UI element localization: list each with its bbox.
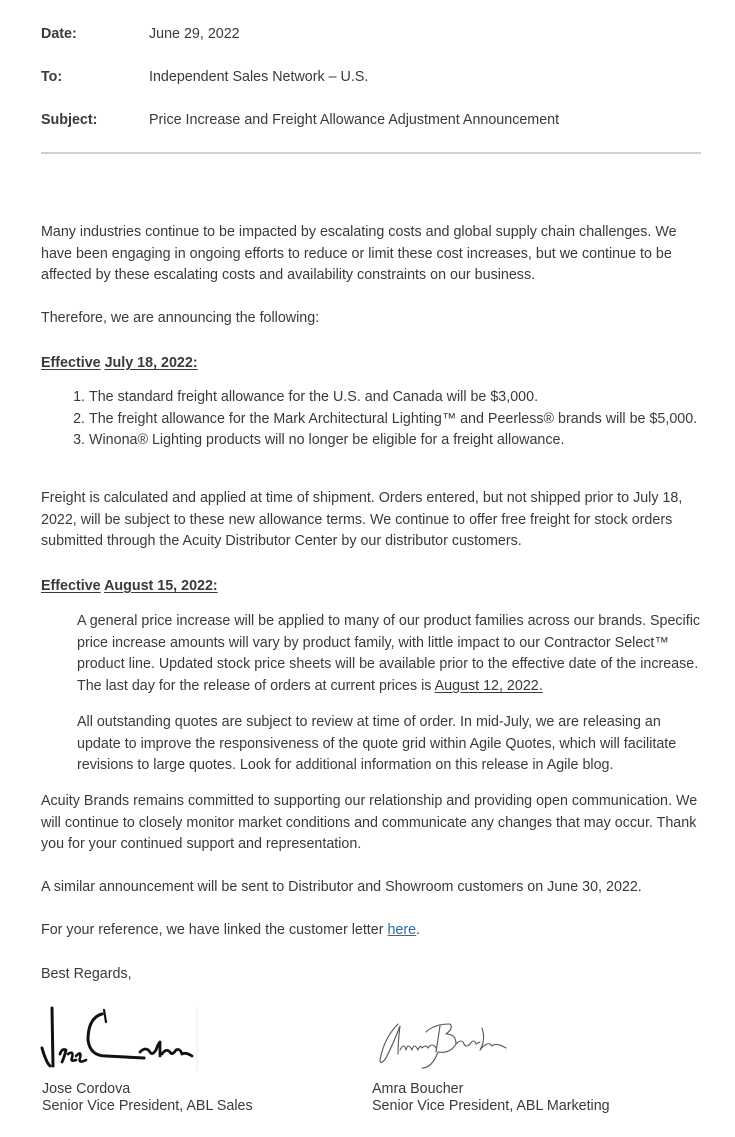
list-item: 2. The freight allowance for the Mark Architectural Lighting™ and Peerless® brands will be $5,000. [89, 409, 729, 431]
heading-date: August 15, 2022: [104, 578, 218, 594]
reference-paragraph [41, 920, 701, 942]
header-divider [41, 152, 701, 154]
last-release-date: August 12, 2022. [434, 678, 543, 695]
date-row [41, 24, 701, 44]
subject-value: Price Increase and Freight Allowance Adjustment Announcement [149, 112, 560, 128]
commitment-paragraph: Acuity Brands remains committed to supporting our relationship and providing open communication. We will continue to closely monitor market conditions and communicate any changes that may occur. Thank you for your continued support and representation. [41, 793, 698, 853]
heading-date: July 18, 2022: [104, 355, 198, 371]
heading-prefix: Effective [41, 355, 101, 371]
signer-title-jose: Senior Vice President, ABL Sales [42, 1098, 253, 1114]
signature-amra [376, 1018, 511, 1074]
closing-line: Best Regards, [41, 966, 132, 982]
quotes-paragraph: All outstanding quotes are subject to review at time of order. In mid-July, we are releasing an update to improve the responsiveness of the quote grid within Agile Quotes, which will facilitate revisions to large quotes. Look for additional information on this release in Agile blog. [77, 714, 677, 774]
price-increase-paragraph [77, 611, 707, 698]
to-label: To: [41, 69, 63, 85]
date-label: Date: [41, 26, 77, 42]
list-item: 3. Winona® Lighting products will no longer be eligible for a freight allowance. [89, 430, 729, 452]
signer-name-amra: Amra Boucher [372, 1081, 464, 1097]
heading-prefix: Effective [41, 578, 101, 594]
section-heading-august [41, 576, 218, 596]
reference-text: For your reference, we have linked the customer letter [41, 922, 388, 938]
subject-label: Subject: [41, 112, 98, 128]
to-value: Independent Sales Network – U.S. [149, 69, 369, 85]
intro-paragraph: Many industries continue to be impacted by escalating costs and global supply chain challenges. We have been engaging in ongoing efforts to reduce or limit these cost increases, but we continue to be affected by these escalating costs and availability constraints on our business. [41, 224, 677, 284]
date-value: June 29, 2022 [149, 26, 240, 42]
signature-jose [40, 1004, 200, 1074]
signer-name-jose: Jose Cordova [42, 1081, 131, 1097]
freight-note-paragraph: Freight is calculated and applied at time of shipment. Orders entered, but not shipped prior to July 18, 2022, will be subject to these new allowance terms. We continue to offer free freight for stock orders submitted through the Acuity Distributor Center by our distributor customers. [41, 490, 683, 550]
price-increase-text: A general price increase will be applied to many of our product families across our brands. Specific price increase amounts will vary by product family, with little impact to our Contractor Select™ product line. Updated stock price sheets will be available prior to the effective date of the increase. The last day for the release of orders at current prices is [77, 613, 701, 695]
signer-title-amra: Senior Vice President, ABL Marketing [372, 1098, 610, 1114]
signature-jose-image [40, 1004, 200, 1074]
therefore-paragraph: Therefore, we are announcing the following: [41, 310, 320, 326]
similar-announcement-paragraph: A similar announcement will be sent to Distributor and Showroom customers on June 30, 2022. [41, 879, 642, 895]
customer-letter-link[interactable]: here [387, 922, 417, 938]
reference-end: . [416, 922, 421, 938]
to-row [41, 67, 701, 87]
section-heading-july [41, 353, 198, 373]
freight-allowance-list [41, 387, 729, 452]
subject-row [41, 110, 701, 130]
signature-amra-image [376, 1018, 511, 1074]
list-item: 1. The standard freight allowance for the U.S. and Canada will be $3,000. [89, 387, 729, 409]
